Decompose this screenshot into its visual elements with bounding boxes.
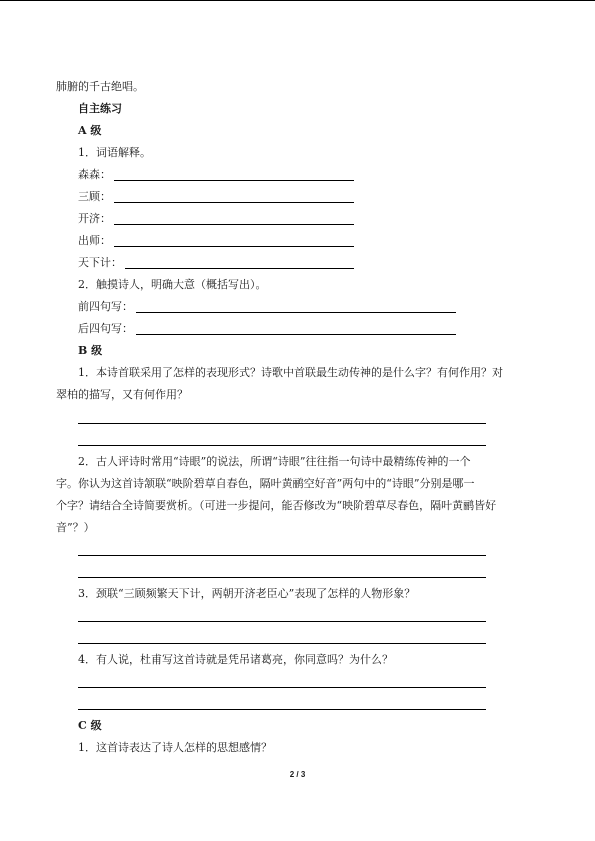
answer-line bbox=[114, 224, 354, 225]
b-question-1-line: 翠柏的描写，又有何作用？ bbox=[56, 388, 188, 401]
answer-line bbox=[78, 643, 486, 644]
b-question-2-line: 字。你认为这首诗颔联“映阶碧草自春色，隔叶黄鹂空好音”两句中的“诗眼”分别是哪一 bbox=[56, 477, 475, 490]
a-question-2: 2．触摸诗人，明确大意（概括写出）。 bbox=[78, 278, 267, 291]
answer-line bbox=[78, 445, 486, 446]
answer-line bbox=[78, 423, 486, 424]
term-label: 森森： bbox=[78, 168, 111, 181]
level-b-heading: B 级 bbox=[78, 344, 103, 357]
level-c-heading: C 级 bbox=[78, 719, 102, 732]
b-question-3: 3．颈联“三顾频繁天下计，两朝开济老臣心”表现了怎样的人物形象？ bbox=[78, 587, 416, 600]
answer-line bbox=[136, 334, 456, 335]
answer-line bbox=[114, 202, 354, 203]
answer-line bbox=[114, 246, 354, 247]
answer-line bbox=[78, 577, 486, 578]
c-question-1: 1．这首诗表达了诗人怎样的思想感情？ bbox=[78, 741, 272, 754]
continuation-text: 肺腑的千古绝唱。 bbox=[56, 80, 144, 93]
part-label: 后四句写： bbox=[78, 322, 133, 335]
a-question-1: 1．词语解释。 bbox=[78, 146, 151, 159]
b-question-2-line: 2．古人评诗时常用“诗眼”的说法，所谓“诗眼”往往指一句诗中最精练传神的一个 bbox=[78, 455, 471, 468]
answer-line bbox=[78, 709, 486, 710]
term-label: 三顾： bbox=[78, 190, 111, 203]
section-title: 自主练习 bbox=[78, 102, 122, 115]
answer-line bbox=[136, 312, 456, 313]
b-question-1-line: 1．本诗首联采用了怎样的表现形式？诗歌中首联最生动传神的是什么字？有何作用？对 bbox=[78, 366, 503, 379]
answer-line bbox=[125, 268, 354, 269]
level-a-heading: A 级 bbox=[78, 124, 102, 137]
header-rule bbox=[0, 0, 595, 1]
part-label: 前四句写： bbox=[78, 300, 133, 313]
b-question-2-line: 音”？） bbox=[56, 521, 95, 534]
answer-line bbox=[78, 687, 486, 688]
answer-line bbox=[114, 180, 354, 181]
answer-line bbox=[78, 621, 486, 622]
b-question-4: 4．有人说，杜甫写这首诗就是凭吊诸葛亮，你同意吗？为什么？ bbox=[78, 653, 393, 666]
term-label: 天下计： bbox=[78, 256, 122, 269]
term-label: 开济： bbox=[78, 212, 111, 225]
page-number: 2 / 3 bbox=[289, 770, 306, 779]
b-question-2-line: 个字？请结合全诗简要赏析。（可进一步提问，能否修改为“映阶碧草尽春色，隔叶黄鹂皆好 bbox=[56, 499, 497, 512]
term-label: 出师： bbox=[78, 234, 111, 247]
answer-line bbox=[78, 555, 486, 556]
